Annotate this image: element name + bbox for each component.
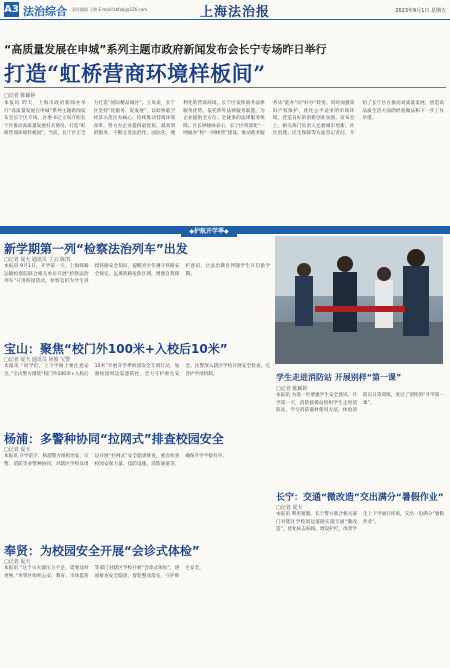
lead-byline: □记者 陈颖婷 bbox=[4, 93, 36, 99]
story-byline: □记者 夏天 bbox=[276, 505, 303, 511]
story-body: 本报讯 为进一步增强学生安全意识，开学第一天，消防救援站组织学生走进消防站，学习消防器材使用方法，体验消防员日常训练，度过了别样的“开学第一课”。 bbox=[276, 393, 444, 414]
story-byline: □记者 夏天 bbox=[4, 447, 31, 453]
story-byline: □记者 陈颖婷 bbox=[276, 386, 308, 392]
story-title: 长宁：交通“微改造”交出满分“暑假作业” bbox=[276, 493, 444, 503]
photo-caption: 学生走进消防站 开展别样“第一课” bbox=[276, 373, 402, 382]
news-photo bbox=[275, 236, 443, 364]
story-body: 本报讯 “这个灭火器压力不足，需要及时更换。”奉贤区组织公安、教育、市场监管等部门对辖区学校开展“会诊式体检”，逐项排查安全隐患，督促整改落实，守护师生安全。 bbox=[4, 566, 204, 579]
story-title: 奉贤：为校园安全开展“会诊式体检” bbox=[4, 544, 200, 558]
story-body: 本报讯 开学前夕，杨浦警方组织治安、交警、消防等多警种协同，对辖区学校及周边开展“拉网式”安全隐患排查，重点检查校园安保力量、技防设施、消防通道等，确保开学平稳有序。 bbox=[4, 454, 227, 467]
story-body: 本报讯 “同学们，上下学路上要注意安全。”宝山警方围绕“校门外100米+入校后10米”开展开学季校园安全专项行动，加强校园周边巡逻防控，全力守护师生安全。民警深入辖区学校开展安全检查，完善护学岗机制。 bbox=[4, 364, 270, 377]
lead-headline: 打造“虹桥营商环境样板间” bbox=[4, 61, 266, 86]
story-body: 本报讯 9月1日，开学第一天，上海铁路运输检察院联合相关单位开展“检察法治列车”开进校园活动。检察官们为学生讲授铁路安全知识，提醒青少年遵守铁路安全规定，远离铁路危险区域，增强自我保护意识，让法治教育伴随学生开启新学期。 bbox=[4, 264, 270, 285]
issue-date: 2023年9月1日 星期五 bbox=[395, 8, 446, 14]
story-title: 杨浦：多警种协同“拉网式”排查校园安全 bbox=[4, 432, 224, 446]
page-number: A3 bbox=[4, 4, 19, 15]
story-byline: □记者 夏天 bbox=[4, 559, 31, 565]
divider bbox=[4, 87, 446, 88]
story-byline: □记者 夏天 通讯员 丁云 陈凯 bbox=[4, 257, 71, 263]
lead-kicker: “高质量发展在申城”系列主题市政府新闻发布会长宁专场昨日举行 bbox=[4, 43, 327, 56]
story-byline: □记者 夏天 通讯员 尚俊 宝警 bbox=[4, 357, 71, 363]
section-band-label: ◆护航开学季◆ bbox=[181, 226, 237, 237]
photo-illustration bbox=[275, 236, 443, 364]
story-title: 新学期第一列“检察法治列车”出发 bbox=[4, 242, 188, 256]
lead-body: 本报讯 昨天，上海市政府新闻办举行“高质量发展在申城”系列主题新闻发布会长宁区专场。区委书记王岚介绍长宁区推动高质量发展有关情况，打造“虹桥营商环境样板间”。当前，长宁区正全力打造“国际精品城区”。王岚说，长宁区坚持“优服务、促发展”，以虹桥临空经济示范区为核心，持续推动营商环境改革，努力为企业提供最优质、最高效的服务，不断完善法治化、国际化、便利化的营商环境。长宁区发挥商务法律服务优势，依托涉外法律服务联盟，为企业提供全方位、全链条的法律服务保障。区长钟晓咏表示，长宁区将深化“一网通办”和“一网统管”建设，推动政务服务从“能办”向“好办”转变。同时加强知识产权保护，优化公平竞争的市场环境，营造良好的创新创业氛围。发布会上，相关部门负责人还就城市更新、社区治理、民生保障等方面答记者问，介绍了长宁区在推动高质量发展、创造高品质生活方面的经验做法和下一步工作举措。 bbox=[4, 101, 444, 137]
section-name: 法治综合 bbox=[23, 5, 67, 18]
paper-logo: 上海法治报 bbox=[200, 5, 271, 20]
masthead bbox=[0, 0, 450, 20]
story-title: 宝山：聚焦“校门外100米+入校后10米” bbox=[4, 342, 228, 356]
story-body: 本报讯 利用暑假，长宁警方联合相关部门对辖区学校周边道路实施交通“微改造”，优化标志标线、增设护栏，改善学生上下学通行环境，交出一份满分“暑假作业”。 bbox=[276, 512, 444, 533]
editor-line: 责任编辑 王敏 E-mail:lsbfxbj@126.com bbox=[72, 7, 148, 12]
